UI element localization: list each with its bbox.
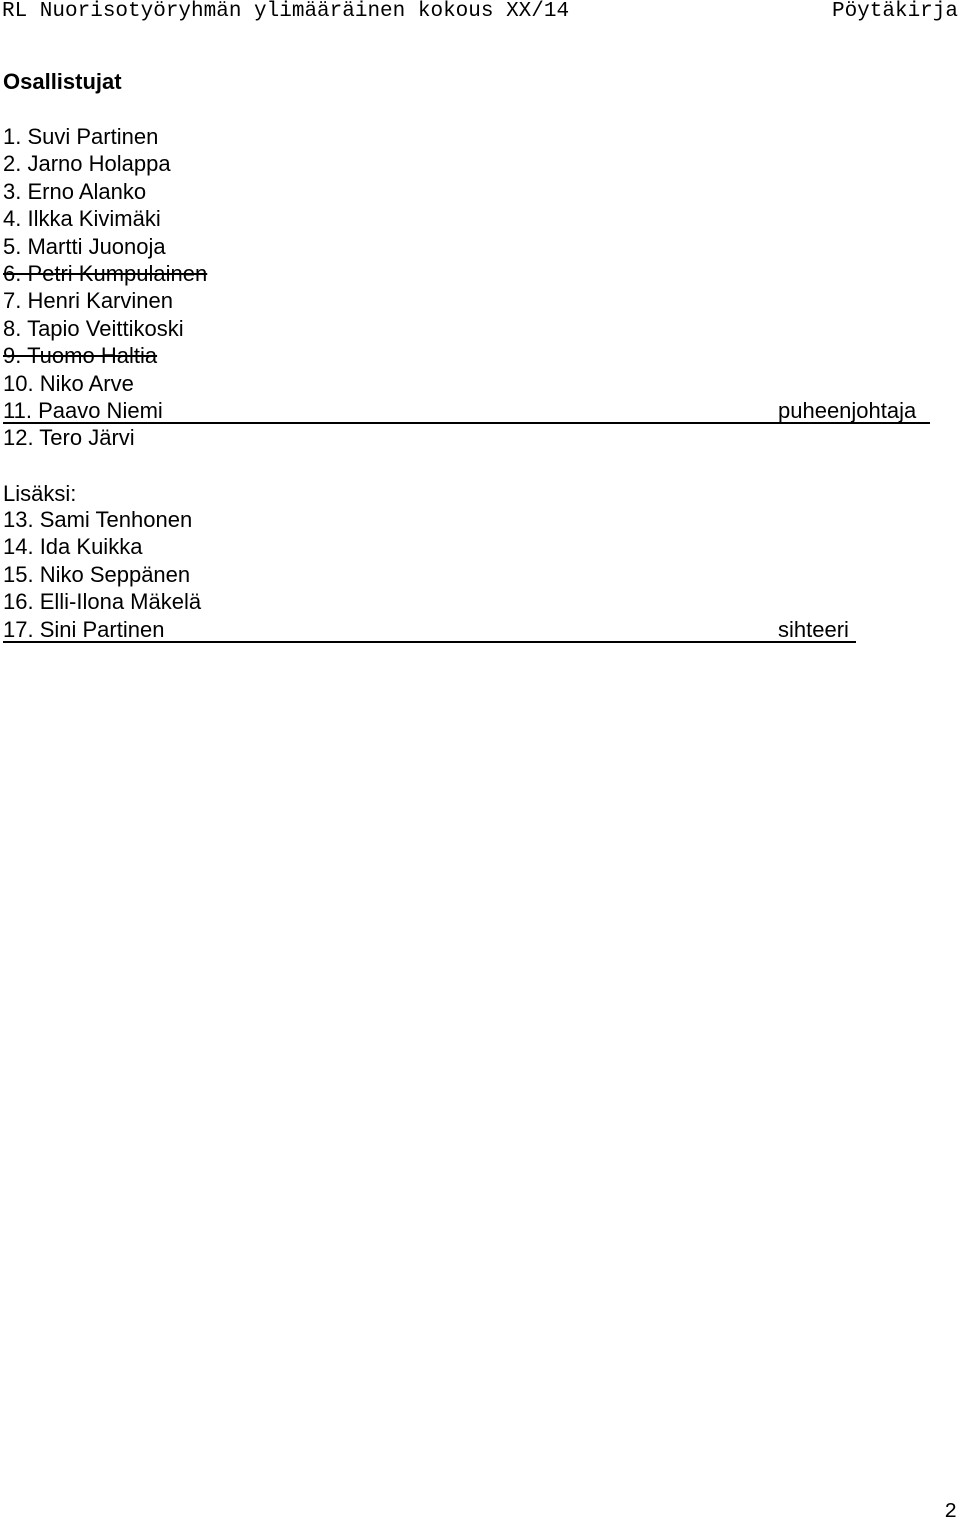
page-header xyxy=(2,0,958,26)
participant-row-secretary xyxy=(3,616,856,643)
additional-label: Lisäksi: xyxy=(3,481,77,506)
participant-name: 6. Petri Kumpulainen xyxy=(3,260,208,286)
participant-row xyxy=(3,370,930,397)
meeting-title: RL Nuorisotyöryhmän ylimääräinen kokous XX/14 xyxy=(2,0,570,23)
participant-row xyxy=(3,287,930,314)
participant-name: 14. Ida Kuikka xyxy=(3,534,143,560)
participant-row xyxy=(3,178,930,205)
page-number: 2 xyxy=(944,1501,957,1524)
participant-name: 8. Tapio Veittikoski xyxy=(3,315,184,341)
section-title: Osallistujat xyxy=(3,69,122,94)
participant-list xyxy=(3,123,930,452)
participant-row xyxy=(3,233,930,260)
participant-name: 9. Tuomo Haltia xyxy=(3,343,158,369)
participant-name: 3. Erno Alanko xyxy=(3,178,147,204)
participant-name: 4. Ilkka Kivimäki xyxy=(3,206,161,232)
participant-name: 15. Niko Seppänen xyxy=(3,561,191,587)
participant-role: sihteeri xyxy=(778,616,849,642)
participant-row xyxy=(3,588,930,615)
participant-row-absent xyxy=(3,342,930,369)
participant-row xyxy=(3,533,930,560)
participant-row-absent xyxy=(3,260,930,287)
participant-name: 13. Sami Tenhonen xyxy=(3,507,193,532)
participant-row xyxy=(3,424,930,451)
participant-role: puheenjohtaja xyxy=(778,397,917,423)
document-type: Pöytäkirja xyxy=(831,0,958,23)
participant-name: 11. Paavo Niemi xyxy=(3,397,163,423)
participant-row xyxy=(3,123,930,150)
participant-name: 5. Martti Juonoja xyxy=(3,233,166,259)
participant-name: 1. Suvi Partinen xyxy=(3,124,159,149)
participant-name: 2. Jarno Holappa xyxy=(3,151,171,177)
additional-list xyxy=(3,506,930,643)
participant-row xyxy=(3,315,930,342)
participant-name: 16. Elli-Ilona Mäkelä xyxy=(3,589,202,615)
participant-name: 10. Niko Arve xyxy=(3,370,134,396)
participant-name: 12. Tero Järvi xyxy=(3,425,135,451)
participant-row xyxy=(3,561,930,588)
participant-row xyxy=(3,205,930,232)
participant-name: 17. Sini Partinen xyxy=(3,616,165,642)
participant-row xyxy=(3,150,930,177)
participant-row-chair xyxy=(3,397,930,424)
participant-row xyxy=(3,506,930,533)
participant-name: 7. Henri Karvinen xyxy=(3,288,173,314)
